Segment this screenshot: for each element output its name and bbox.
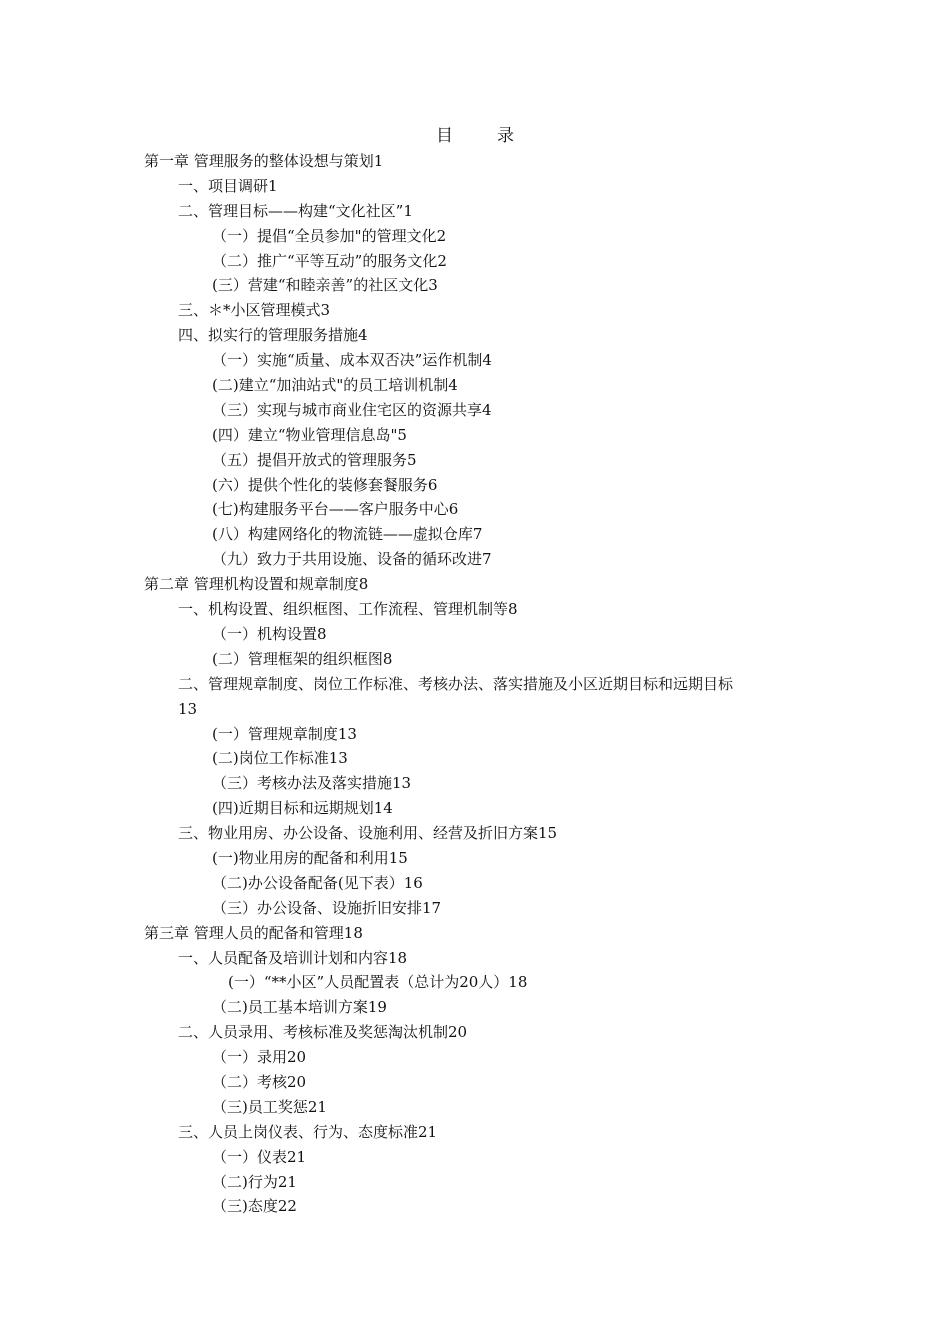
toc-entry[interactable] — [144, 746, 824, 771]
toc-entry[interactable] — [144, 1170, 824, 1195]
toc-entry-text: （一）机构设置8 — [212, 624, 327, 643]
toc-title — [0, 124, 950, 148]
toc-entry-text: （三)态度22 — [212, 1197, 297, 1216]
toc-entry-text: （三）实现与城市商业住宅区的资源共享4 — [212, 400, 492, 419]
toc-entry[interactable] — [144, 771, 824, 796]
toc-entry[interactable] — [144, 323, 824, 348]
toc-entry-text: 三、人员上岗仪表、行为、态度标准21 — [178, 1122, 438, 1141]
toc-entry[interactable] — [144, 249, 824, 274]
toc-entry[interactable] — [144, 1020, 824, 1045]
toc-entry-text: 第二章 管理机构设置和规章制度8 — [144, 575, 369, 594]
toc-entry-text: 二、人员录用、考核标准及奖惩淘汰机制20 — [178, 1023, 468, 1042]
toc-entry[interactable] — [144, 398, 824, 423]
toc-entry[interactable] — [144, 497, 824, 522]
toc-entry[interactable] — [144, 1194, 824, 1219]
toc-entry[interactable] — [144, 572, 824, 597]
toc-entry-text: （二）推广“平等互动”的服务文化2 — [212, 251, 447, 270]
toc-entry-text: 一、机构设置、组织框图、工作流程、管理机制等8 — [178, 600, 518, 619]
toc-title-part-2: 录 — [497, 126, 514, 146]
toc-entry-text: (四)近期目标和远期规划14 — [212, 799, 393, 818]
toc-entry-text: （一）提倡“全员参加"的管理文化2 — [212, 226, 447, 245]
toc-entry-text: （二)办公设备配备(见下表）16 — [212, 873, 423, 892]
toc-entry[interactable] — [144, 199, 824, 224]
toc-entry-text: （二)行为21 — [212, 1172, 297, 1191]
toc-entry-text: （九）致力于共用设施、设备的循环改进7 — [212, 550, 492, 569]
toc-entry[interactable] — [144, 846, 824, 871]
toc-entry-text: (一)物业用房的配备和利用15 — [212, 848, 408, 867]
toc-entry-text: (二)岗位工作标准13 — [212, 749, 348, 768]
toc-entry[interactable] — [144, 946, 824, 971]
toc-entry[interactable] — [144, 348, 824, 373]
toc-entry-text: （三）考核办法及落实措施13 — [212, 774, 412, 793]
toc-entry-text: （二)员工基本培训方案19 — [212, 998, 387, 1017]
toc-entry-text: (一）管理规章制度13 — [212, 724, 357, 743]
table-of-contents — [144, 149, 824, 1219]
toc-entry[interactable] — [144, 921, 824, 946]
toc-entry[interactable] — [144, 970, 824, 995]
toc-entry[interactable] — [144, 1120, 824, 1145]
toc-entry-text: (六）提供个性化的装修套餐服务6 — [212, 475, 438, 494]
toc-entry[interactable] — [144, 273, 824, 298]
toc-entry[interactable] — [144, 522, 824, 547]
toc-entry[interactable] — [144, 647, 824, 672]
toc-entry-text: (七)构建服务平台——客户服务中心6 — [212, 500, 459, 519]
toc-entry-text: 四、拟实行的管理服务措施4 — [178, 326, 368, 345]
toc-entry[interactable] — [144, 722, 824, 747]
toc-entry[interactable] — [144, 1045, 824, 1070]
toc-entry[interactable] — [144, 871, 824, 896]
toc-entry-text: 三、物业用房、办公设备、设施利用、经营及折旧方案15 — [178, 824, 558, 843]
toc-entry-text: 一、人员配备及培训计划和内容18 — [178, 948, 408, 967]
toc-entry[interactable] — [144, 298, 824, 323]
toc-title-part-1: 目 — [436, 126, 453, 146]
toc-entry[interactable] — [144, 224, 824, 249]
toc-entry-text: (一）“**小区”人员配置表（总计为20人）18 — [228, 973, 528, 992]
toc-entry[interactable] — [144, 1070, 824, 1095]
toc-entry[interactable] — [144, 1095, 824, 1120]
toc-entry[interactable] — [144, 149, 824, 174]
toc-entry-text: (三）营建“和睦亲善”的社区文化3 — [212, 276, 438, 295]
toc-entry-text: （一）实施“质量、成本双否决”运作机制4 — [212, 351, 492, 370]
toc-entry[interactable] — [144, 896, 824, 921]
toc-entry-text: （五）提倡开放式的管理服务5 — [212, 450, 417, 469]
toc-entry[interactable] — [144, 547, 824, 572]
toc-entry-text: 第三章 管理人员的配备和管理18 — [144, 923, 363, 942]
toc-entry-text: (二)建立“加油站式"的员工培训机制4 — [212, 376, 458, 395]
toc-entry-text: 二、管理规章制度、岗位工作标准、考核办法、落实措施及小区近期目标和远期目标 — [178, 674, 734, 693]
toc-entry-text: （三）办公设备、设施折旧安排17 — [212, 898, 442, 917]
toc-entry[interactable] — [144, 796, 824, 821]
toc-entry-text: （二）考核20 — [212, 1072, 307, 1091]
toc-entry[interactable] — [144, 597, 824, 622]
toc-entry[interactable] — [144, 473, 824, 498]
toc-entry[interactable] — [144, 174, 824, 199]
toc-entry[interactable] — [144, 622, 824, 647]
toc-entry[interactable] — [144, 448, 824, 473]
toc-entry-text: （一）录用20 — [212, 1048, 307, 1067]
toc-entry-text: 三、＊*小区管理模式3 — [178, 301, 331, 320]
toc-entry-text: (四）建立“物业管理信息岛"5 — [212, 425, 407, 444]
toc-entry[interactable] — [144, 821, 824, 846]
toc-entry-text: （三)员工奖惩21 — [212, 1097, 327, 1116]
toc-entry-text: （一）仪表21 — [212, 1147, 307, 1166]
toc-entry[interactable] — [144, 672, 824, 722]
toc-entry-text: (二）管理框架的组织框图8 — [212, 649, 393, 668]
toc-entry-text: 二、管理目标——构建“文化社区”1 — [178, 201, 413, 220]
toc-entry-text: 第一章 管理服务的整体设想与策划1 — [144, 152, 384, 170]
toc-entry-text: (八）构建网络化的物流链——虚拟仓库7 — [212, 525, 483, 544]
toc-entry-page-number: 13 — [178, 699, 198, 718]
toc-entry-text: 一、项目调研1 — [178, 176, 278, 195]
toc-entry[interactable] — [144, 1145, 824, 1170]
toc-entry[interactable] — [144, 995, 824, 1020]
toc-entry[interactable] — [144, 373, 824, 398]
toc-entry[interactable] — [144, 423, 824, 448]
